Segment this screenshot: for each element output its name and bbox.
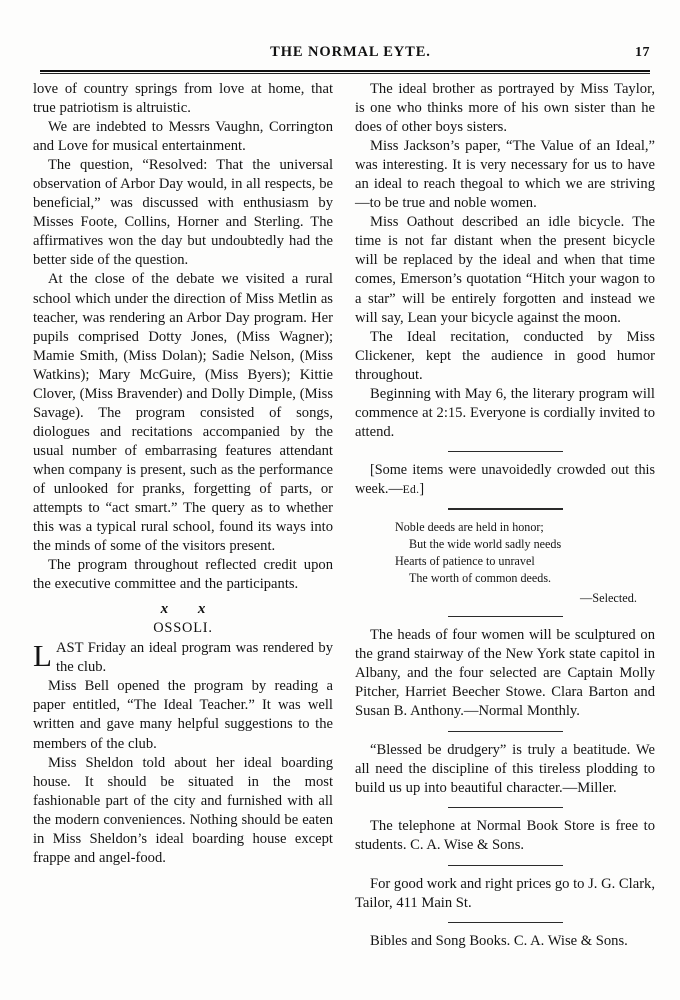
poem-block — [355, 519, 655, 607]
poem-line: Noble deeds are held in honor; — [395, 519, 544, 534]
editorial-note-text: [Some items were unavoidedly crowded out this week.— — [355, 462, 655, 497]
right-column — [355, 80, 655, 985]
paragraph: We are indebted to Messrs Vaughn, Corrington and Love for musical entertainment. — [33, 119, 333, 155]
section-divider — [448, 922, 563, 923]
news-item: The heads of four women will be sculptured on the grand stairway of the New York state capitol in Albany, and the four selected are Captain Molly Pitcher, Harriet Beecher Stowe. Clara Barton and Susan B. Anthony.—Normal Monthly. — [355, 627, 655, 720]
header-double-rule — [40, 70, 650, 74]
paragraph: Miss Oathout described an idle bicycle. The time is not far distant when the present bicycle will be replaced by the ideal and when that time comes, Emerson’s quotation “Hitch your wagon to a star” will be entirely forgotten and instead we will say, Lean your bicycle against the moon. — [355, 214, 655, 326]
editorial-note — [355, 461, 655, 499]
paragraph: love of country springs from love at home, that true patriotism is altruistic. — [33, 81, 333, 117]
paragraph: Miss Jackson’s paper, “The Value of an Ideal,” was interesting. It is very necessary for us to have an ideal to reach thegoal to which we are striving—to be true and noble women. — [355, 138, 655, 212]
paragraph: The ideal brother as portrayed by Miss Taylor, is one who thinks more of his own sister than he does of other boys sisters. — [355, 81, 655, 136]
section-ornament-icon: x x — [160, 601, 219, 618]
paragraph: Beginning with May 6, the literary program will commence at 2:15. Everyone is cordially invited to attend. — [355, 385, 655, 440]
editorial-signature: Ed. — [402, 482, 420, 496]
advertisement-bibles-song-books: Bibles and Song Books. C. A. Wise & Sons. — [370, 933, 628, 950]
paragraph: At the close of the debate we visited a rural school which under the direction of Miss Metlin as teacher, was rendering an Arbor Day program. Her pupils comprised Dotty Jones, (Miss Wagner); Mamie Smith, (Miss Dolan); Sadie Nelson, (Miss Watkins); Mary McGuire, (Miss Byers); Kittie Clover, (Miss Bravender) and Dolly Dimple, (Miss Savage). The program consisted of songs, diologues and recitations accompanied by the usual number of embarrasing features attendant when company is present, such as the performance of unlooked for pranks, forgetting of parts, or attempts to “act smart.” The query as to whether this was a typical rural school, found its ways into the minds of some of the visitors present. — [33, 271, 333, 555]
poem-line: Hearts of patience to unravel — [395, 554, 535, 569]
section-divider — [448, 508, 563, 509]
section-divider — [448, 451, 563, 452]
header-rule-thick — [40, 70, 650, 72]
two-column-body — [33, 80, 655, 985]
section-divider — [448, 731, 563, 732]
drop-cap-letter: L — [33, 638, 52, 674]
advertisement-jg-clark-tailor: For good work and right prices go to J. G. Clark, Tailor, 411 Main St. — [355, 875, 655, 911]
paragraph: The program throughout reflected credit upon the executive committee and the participants. — [33, 557, 333, 593]
editorial-note-close: ] — [419, 480, 425, 497]
advertisement-normal-book-store: The telephone at Normal Book Store is free to students. C. A. Wise & Sons. — [355, 818, 655, 854]
left-column — [33, 80, 333, 985]
poem-line: The worth of common deeds. — [409, 571, 552, 586]
poem-line: But the wide world sadly needs — [409, 537, 562, 552]
section-divider — [448, 616, 563, 617]
dropcap-paragraph — [33, 639, 333, 677]
paragraph: Miss Sheldon told about her ideal boarding house. It should be situated in the most fashionable part of the city and furnished with all the modern conveniences. Nothing should be eaten in Miss Sheldon’s ideal boarding house except frappe and angel-food. — [33, 754, 333, 866]
page-number: 17 — [635, 45, 650, 60]
paragraph: Miss Bell opened the program by reading a paper entitled, “The Ideal Teacher.” It was well written and gave many helpful suggestions to the members of the club. — [33, 678, 333, 752]
publication-title: THE NORMAL EYTE. — [270, 44, 431, 60]
dropcap-paragraph-text: AST Friday an ideal program was rendered by the club. — [55, 640, 333, 676]
page-masthead — [33, 44, 650, 66]
section-divider — [448, 807, 563, 808]
section-heading-ossoli: OSSOLI. — [153, 620, 213, 637]
paragraph: The question, “Resolved: That the universal observation of Arbor Day would, in all respects, be beneficial,” was discussed with enthusiasm by Misses Foote, Collins, Horner and Sterling. The affirmatives won the day but undoubtedly had the better side of the question. — [33, 157, 333, 269]
header-rule-thin — [40, 73, 650, 74]
section-divider — [448, 865, 563, 866]
poem-attribution: —Selected. — [579, 590, 637, 605]
paragraph: The Ideal recitation, conducted by Miss Clickener, kept the audience in good humor throughout. — [355, 328, 655, 383]
quote-item: “Blessed be drudgery” is truly a beatitude. We all need the discipline of this tireless plodding to build us up into beautiful character.—Miller. — [355, 741, 655, 796]
